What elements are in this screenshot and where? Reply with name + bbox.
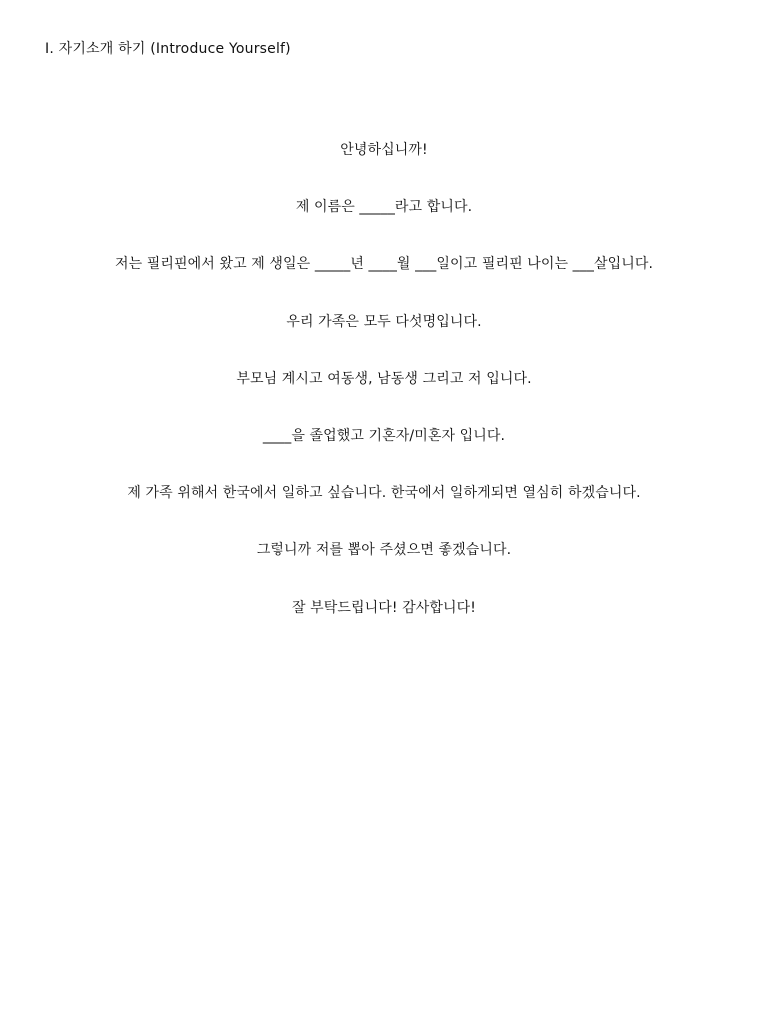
- greeting-line: 안녕하십니까!: [340, 142, 428, 158]
- request-line: 그렇니까 저를 뽑아 주셨으면 좋겠습니다.: [256, 542, 512, 559]
- motivation-line: 제 가족 위해서 한국에서 일하고 싶습니다. 한국에서 일하게되면 열심히 하겠습니다.: [127, 485, 641, 502]
- family-count-line: 우리 가족은 모두 다섯명입니다.: [286, 313, 482, 330]
- closing-line: 잘 부탁드립니다! 감사합니다!: [291, 599, 476, 616]
- section-heading: I. 자기소개 하기 (Introduce Yourself): [45, 41, 291, 57]
- self-introduction-script: [0, 138, 768, 653]
- birth-age-line: 저는 필리핀에서 왔고 제 생일은 _____년 ____월 ___일이고 필리핀 나이는 ___살입니다.: [114, 256, 654, 273]
- family-members-line: 부모님 계시고 여동생, 남동생 그리고 저 입니다.: [236, 370, 532, 387]
- name-line: 제 이름은 _____라고 합니다.: [295, 199, 473, 216]
- education-marital-line: ____을 졸업했고 기혼자/미혼자 입니다.: [262, 427, 506, 444]
